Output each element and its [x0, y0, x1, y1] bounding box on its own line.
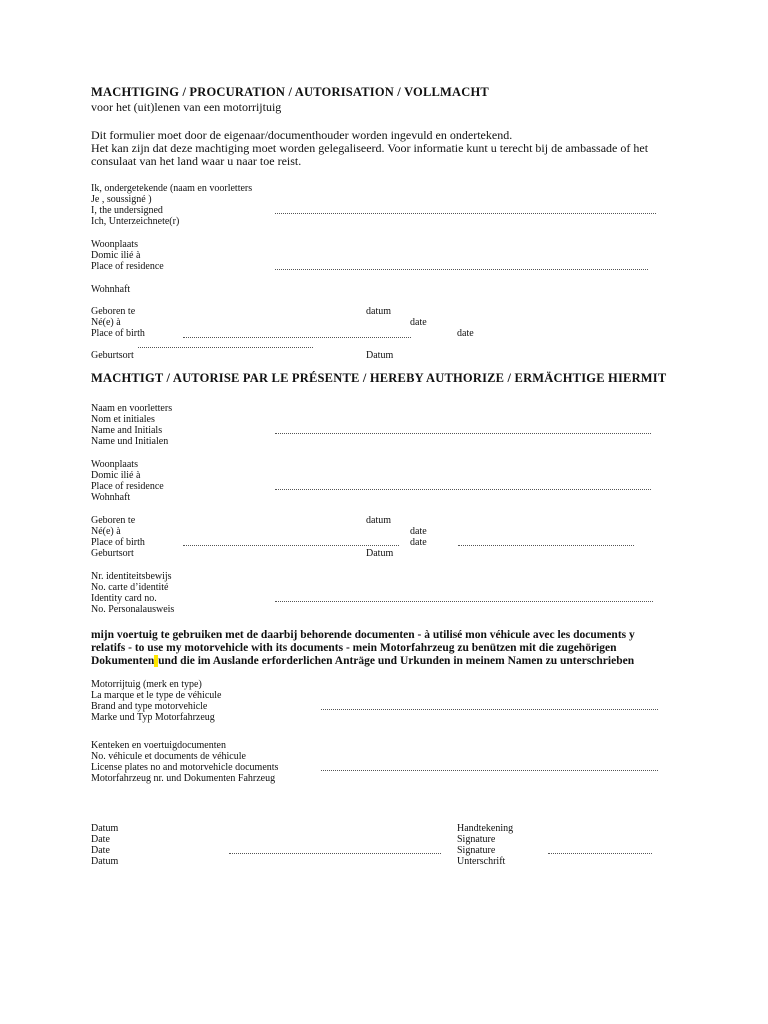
grantor-date-label: Datum — [366, 350, 394, 361]
grantee-id-label: Nr. identiteitsbewijs — [91, 571, 172, 582]
signature-label: Signature — [457, 845, 496, 856]
footer-date-label: Date — [91, 834, 110, 845]
form-title: MACHTIGING / PROCURATION / AUTORISATION / VOLLMACHT — [91, 85, 489, 99]
grantee-residence-label: Wohnhaft — [91, 492, 131, 503]
vehicle-plate-label: No. véhicule et documents de véhicule — [91, 751, 246, 762]
grantee-date-label: date — [410, 537, 427, 548]
footer-date-label: Date — [91, 845, 110, 856]
grantee-date-label: datum — [366, 515, 391, 526]
grantor-name-label: Je , soussigné ) — [91, 194, 152, 205]
grantee-name-label: Naam en voorletters — [91, 403, 173, 414]
grantee-birth-label: Place of birth — [91, 537, 145, 548]
footer-date-label: Datum — [91, 823, 119, 834]
usage-statement — [91, 655, 634, 668]
grantee-residence-label: Domic ilié à — [91, 470, 141, 481]
grantee-id-label: No. Personalausweis — [91, 604, 175, 615]
vehicle-plate-label: Motorfahrzeug nr. und Dokumenten Fahrzeug — [91, 773, 276, 784]
usage-statement: mijn voertuig te gebruiken met de daarbij behorende documenten - à utilisé mon véhicule avec les documents y — [91, 629, 635, 641]
grantor-residence-field[interactable] — [275, 268, 648, 270]
grantor-birth-label: Geboren te — [91, 306, 136, 317]
grantor-date-label: date — [457, 328, 474, 339]
grantor-name-label: I, the undersigned — [91, 205, 163, 216]
grantee-name-label: Name und Initialen — [91, 436, 169, 447]
intro-line: consulaat van het land waar u naar toe reist. — [91, 154, 302, 168]
usage-statement-end: und die im Auslande erforderlichen Anträge und Urkunden in meinem Namen zu unterschrieben — [158, 655, 635, 667]
grantor-residence-label: Domic ilié à — [91, 250, 141, 261]
vehicle-plate-field[interactable] — [321, 769, 658, 771]
grantor-birth-label: Geburtsort — [91, 350, 134, 361]
vehicle-brand-label: Motorrijtuig (merk en type) — [91, 679, 202, 690]
grantee-residence-label: Place of residence — [91, 481, 164, 492]
grantee-birth-label: Geburtsort — [91, 548, 134, 559]
signature-label: Handtekening — [457, 823, 514, 834]
text-cursor-highlight: ​ — [154, 655, 159, 667]
signature-label: Unterschrift — [457, 856, 506, 867]
grantee-id-label: Identity card no. — [91, 593, 157, 604]
grantor-name-field[interactable] — [275, 212, 656, 214]
grantee-id-field[interactable] — [275, 600, 653, 602]
vehicle-plate-label: License plates no and motorvehicle documents — [91, 762, 279, 773]
grantor-residence-label: Place of residence — [91, 261, 164, 272]
vehicle-brand-label: Brand and type motorvehicle — [91, 701, 208, 712]
footer-date-field[interactable] — [229, 852, 441, 854]
grantee-name-label: Nom et initiales — [91, 414, 155, 425]
grantee-name-label: Name and Initials — [91, 425, 163, 436]
grantee-birth-field[interactable] — [183, 544, 399, 546]
grantor-residence-label: Woonplaats — [91, 239, 138, 250]
vehicle-brand-label: Marke und Typ Motorfahrzeug — [91, 712, 215, 723]
grantor-date-label: date — [410, 317, 427, 328]
grantee-birth-label: Né(e) à — [91, 526, 121, 537]
grantor-birth-label: Né(e) à — [91, 317, 121, 328]
grantor-birth-label: Place of birth — [91, 328, 145, 339]
grantee-birth-label: Geboren te — [91, 515, 136, 526]
vehicle-brand-field[interactable] — [321, 708, 658, 710]
footer-date-label: Datum — [91, 856, 119, 867]
authorize-heading: MACHTIGT / AUTORISE PAR LE PRÉSENTE / HEREBY AUTHORIZE / ERMÄCHTIGE HIERMIT — [91, 371, 667, 385]
vehicle-plate-label: Kenteken en voertuigdocumenten — [91, 740, 226, 751]
signature-field[interactable] — [548, 852, 652, 854]
intro-line: Het kan zijn dat deze machtiging moet worden gelegaliseerd. Voor informatie kunt u terecht bij de ambassade of het — [91, 141, 649, 155]
grantor-name-label: Ich, Unterzeichnete(r) — [91, 216, 180, 227]
intro-line: Dit formulier moet door de eigenaar/documenthouder worden ingevuld en ondertekend. — [91, 128, 513, 142]
usage-statement: relatifs - to use my motorvehicle with its documents - mein Motorfahrzeug zu benützen mit die zugehörigen — [91, 642, 617, 654]
grantee-name-field[interactable] — [275, 432, 651, 434]
grantee-residence-label: Woonplaats — [91, 459, 138, 470]
grantor-residence-label: Wohnhaft — [91, 284, 131, 295]
grantee-date-field[interactable] — [458, 544, 634, 546]
grantee-residence-field[interactable] — [275, 488, 651, 490]
grantor-birth-field[interactable] — [138, 346, 313, 348]
grantee-date-label: date — [410, 526, 427, 537]
grantee-date-label: Datum — [366, 548, 394, 559]
form-subtitle: voor het (uit)lenen van een motorrijtuig — [91, 100, 282, 114]
grantee-id-label: No. carte d’identité — [91, 582, 169, 593]
grantor-name-label: Ik, ondergetekende (naam en voorletters — [91, 183, 253, 194]
usage-statement-start: Dokumenten — [91, 655, 155, 667]
vehicle-brand-label: La marque et le type de véhicule — [91, 690, 222, 701]
grantor-birth-field[interactable] — [183, 336, 411, 338]
grantor-date-label: datum — [366, 306, 391, 317]
signature-label: Signature — [457, 834, 496, 845]
